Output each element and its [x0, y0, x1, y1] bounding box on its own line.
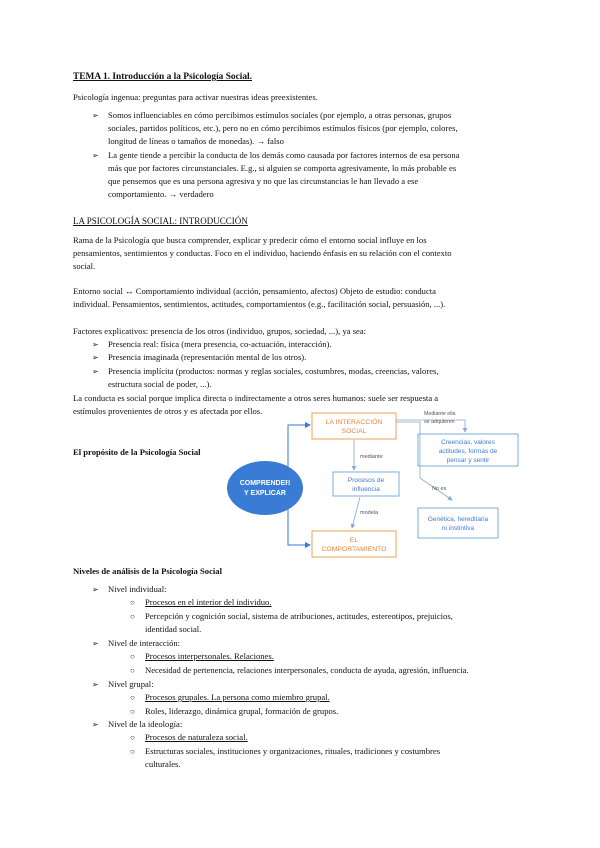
interaccion-label-1: LA INTERACCIÓN — [325, 419, 383, 426]
modela-label: modela — [360, 510, 379, 516]
arrow-bullet-icon: ➢ — [92, 720, 99, 729]
circle-bullet-icon: ○ — [130, 693, 135, 702]
factor-3-line-2: estructura social de poder, ...). — [108, 379, 212, 389]
arrow-bullet-icon: ➢ — [92, 151, 99, 160]
no-es-label: No es — [432, 486, 447, 492]
arrow-bullet-icon: ➢ — [92, 111, 99, 120]
intro-bullet-2-line-3: que pensemos que es una persona agresiva y no que las circunstancias le han llevado a ese — [108, 176, 419, 186]
circle-bullet-icon: ○ — [130, 598, 135, 607]
arrow-bullet-icon: ➢ — [92, 353, 99, 362]
intro-bullet-1-line-1: Somos influenciables en cómo percibimos estímulos sociales (por ejemplo, a otras personas, grupos — [108, 110, 452, 120]
creencias-label-3: pensar y sentir — [446, 457, 490, 464]
circle-bullet-icon: ○ — [130, 612, 135, 621]
center-label-2: Y EXPLICAR — [244, 490, 286, 497]
arrow-bullet-icon: ➢ — [92, 639, 99, 648]
proposito-heading: El propósito de la Psicología Social — [73, 447, 201, 457]
intro-line: Psicología ingenua: preguntas para activar nuestras ideas preexistentes. — [73, 92, 318, 102]
circle-bullet-icon: ○ — [130, 747, 135, 756]
para2-line-2: individual. Pensamientos, sentimientos, actitudes, comportamientos (e.g., facilitación social, persuasión, ...). — [73, 299, 446, 309]
nivel-interaccion-item-1: Procesos interpersonales. Relaciones. — [145, 651, 274, 661]
para2-line-1: Entorno social ↔ Comportamiento individual (acción, pensamiento, afectos) Objeto de estudio: conducta — [73, 286, 436, 296]
section-heading: LA PSICOLOGÍA SOCIAL: INTRODUCCIÓN — [73, 216, 248, 226]
factor-3-line-1: Presencia implícita (productos: normas y reglas sociales, costumbres, modas, creencias, valores, — [108, 366, 439, 376]
intro-bullet-2-line-4: comportamiento. → verdadero — [108, 189, 214, 199]
procesos-label-2: influencia — [352, 486, 380, 493]
nivel-grupal-label: Nivel grupal: — [108, 679, 154, 689]
conducta-line-2: estímulos provenientes de otros y es afectada por ellos. — [73, 406, 263, 416]
mediante-ella-2: se adquieren — [424, 419, 455, 425]
para1-line-1: Rama de la Psicología que busca comprender, explicar y predecir cómo el entorno social influye en los — [73, 235, 427, 245]
genetica-label-2: ni instintiva — [441, 525, 475, 532]
conducta-line-1: La conducta es social porque implica directa o indirectamente a otros seres humanos: suele ser respuesta a — [73, 393, 439, 403]
nivel-interaccion-item-2: Necesidad de pertenencia, relaciones interpersonales, conducta de ayuda, agresión, influencia. — [145, 665, 469, 675]
para1-line-3: social. — [73, 261, 96, 271]
intro-bullet-2-line-1: La gente tiende a percibir la conducta de los demás como causada por factores internos de esa persona — [108, 150, 460, 160]
intro-bullet-1-line-2: sociales, partidos políticos, etc.), pero no en cómo percibimos estímulos físicos (por ejemplo, colores, — [108, 123, 458, 133]
arrow-bullet-icon: ➢ — [92, 585, 99, 594]
nivel-individual-label: Nivel individual: — [108, 584, 167, 594]
center-label-1: COMPRENDER — [239, 480, 291, 487]
intro-bullet-1-line-3: longitud de líneas o tamaños de monedas). → falso — [108, 136, 284, 146]
comportamiento-label-1: EL — [349, 537, 359, 544]
creencias-label-2: actitudes, formas de — [438, 448, 498, 455]
nivel-interaccion-label: Nivel de interacción: — [108, 638, 181, 648]
nivel-ideologia-item-2-line-2: culturales. — [145, 759, 181, 769]
comportamiento-label-2: COMPORTAMIENTO — [321, 546, 387, 553]
factor-1: Presencia real: física (mera presencia, co-actuación, interacción). — [108, 339, 332, 349]
factors-intro: Factores explicativos: presencia de los otros (individuo, grupos, sociedad, ...), ya sea: — [73, 326, 367, 336]
circle-bullet-icon: ○ — [130, 707, 135, 716]
factor-2: Presencia imaginada (representación mental de los otros). — [108, 352, 307, 362]
creencias-label-1: Creencias, valores — [441, 439, 495, 446]
comportamiento-box — [312, 531, 396, 557]
genetica-box — [418, 508, 498, 538]
modela-arrow — [352, 497, 360, 528]
arrow-bullet-icon: ➢ — [92, 680, 99, 689]
nivel-individual-item-2-line-2: identidad social. — [145, 624, 202, 634]
mediante-label: mediante — [360, 454, 383, 460]
intro-bullet-2-line-2: más que por factores circunstanciales. E.g., si alguien se comporta agresivamente, lo más probable es — [108, 163, 457, 173]
nivel-individual-item-2-line-1: Percepción y cognición social, sistema de atribuciones, actitudes, estereotipos, prejuicios, — [145, 611, 453, 621]
nivel-ideologia-item-2-line-1: Estructuras sociales, instituciones y organizaciones, rituales, tradiciones y costumbres — [145, 746, 441, 756]
para1-line-2: pensamientos, sentimientos y conductas. Foco en el individuo, haciendo énfasis en su relación con el contexto — [73, 248, 452, 258]
arrow-bullet-icon: ➢ — [92, 340, 99, 349]
nivel-grupal-item-1: Procesos grupales. La persona como miembro grupal. — [145, 692, 330, 702]
nivel-grupal-item-2: Roles, liderazgo, dinámica grupal, formación de grupos. — [145, 706, 339, 716]
nivel-ideologia-item-1: Procesos de naturaleza social. — [145, 732, 248, 742]
page-title: TEMA 1. Introducción a la Psicología Social. — [73, 72, 253, 82]
genetica-label-1: Genética, hereditaria — [427, 516, 489, 523]
mediante-ella-1: Mediante ella — [424, 411, 456, 417]
interaccion-label-2: SOCIAL — [341, 428, 367, 435]
circle-bullet-icon: ○ — [130, 733, 135, 742]
circle-bullet-icon: ○ — [130, 666, 135, 675]
arrow-bullet-icon: ➢ — [92, 367, 99, 376]
niveles-heading: Niveles de análisis de la Psicología Social — [73, 566, 222, 576]
nivel-ideologia-label: Nivel de la ideología: — [108, 719, 183, 729]
nivel-individual-item-1: Procesos en el interior del individuo. — [145, 597, 272, 607]
circle-bullet-icon: ○ — [130, 652, 135, 661]
procesos-label-1: Procesos de — [347, 477, 385, 484]
interaccion-box — [312, 413, 396, 439]
